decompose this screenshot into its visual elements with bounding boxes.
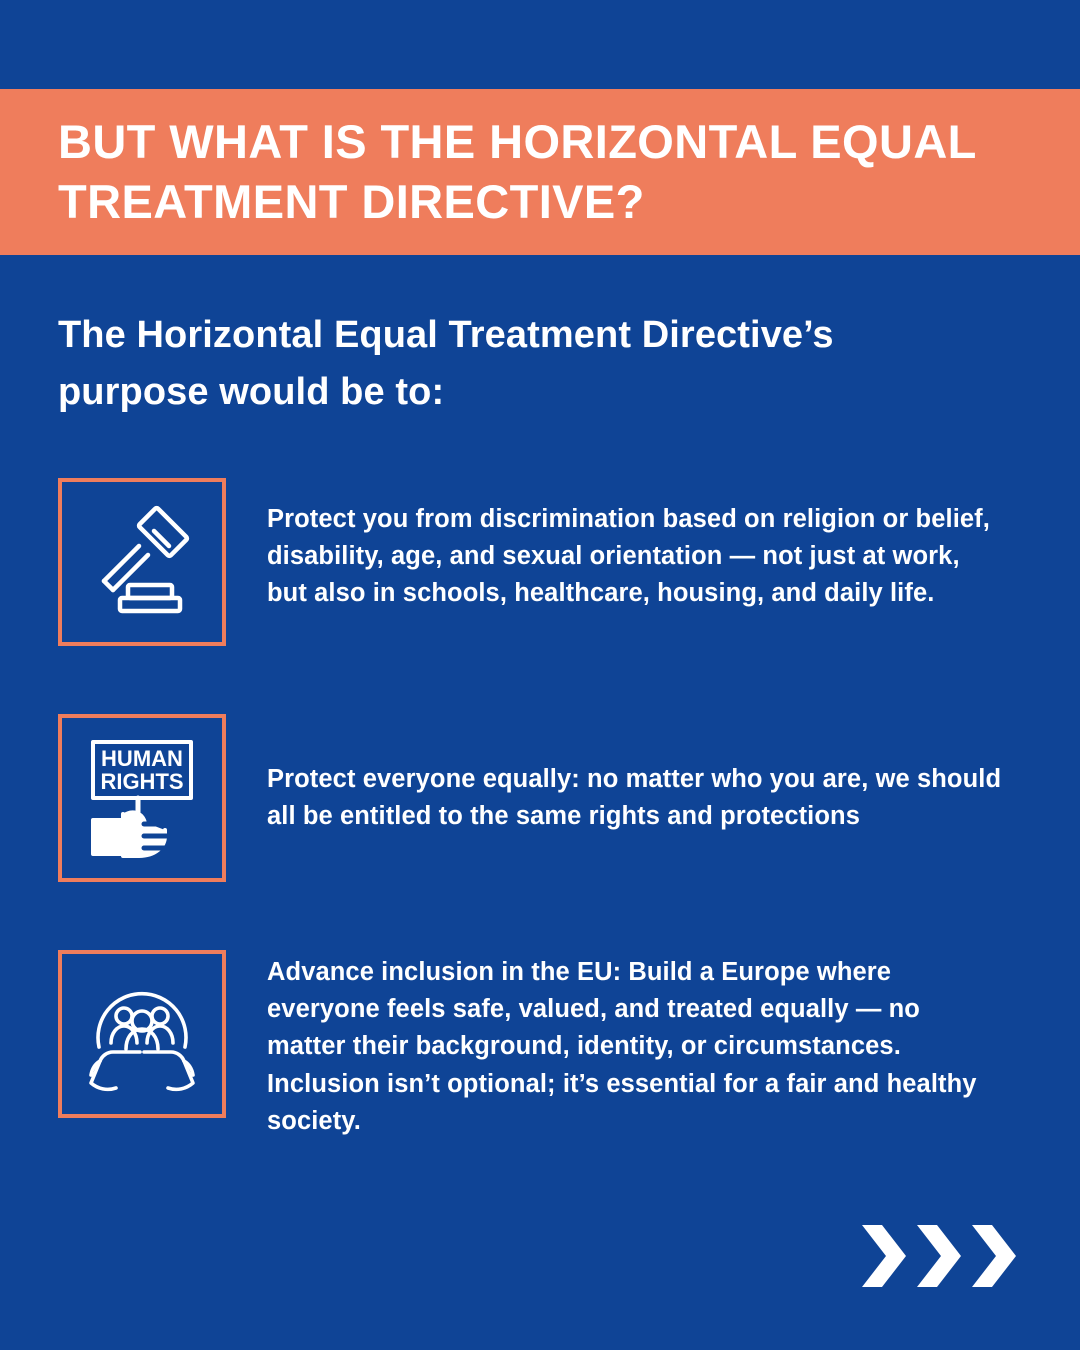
chevron-right-icon: [915, 1225, 963, 1287]
hands-holding-people-icon-frame: [58, 950, 226, 1118]
list-item-text: Advance inclusion in the EU: Build a Europe where everyone feels safe, valued, and treated equally — no matter their background, identity, or circumstances. Inclusion isn’t optional; it’s essential for a fair and healthy society.: [267, 958, 977, 1135]
header-banner: [0, 89, 1080, 255]
list-item-text: Protect you from discrimination based on religion or belief, disability, age, and sexual orientation — not just at work, but also in schools, healthcare, housing, and daily life.: [267, 505, 990, 608]
list-item: [0, 478, 1080, 646]
chevron-right-icon: [860, 1225, 908, 1287]
human-rights-sign-icon-frame: [58, 714, 226, 882]
purpose-list: [0, 478, 1080, 1140]
subtitle: The Horizontal Equal Treatment Directive’s purpose would be to:: [58, 314, 834, 413]
svg-text:HUMAN: HUMAN: [101, 746, 183, 771]
gavel-icon: [82, 502, 202, 622]
list-item-text: Protect everyone equally: no matter who you are, we should all be entitled to the same rights and protections: [267, 765, 1002, 831]
page-title: BUT WHAT IS THE HORIZONTAL EQUAL TREATMENT DIRECTIVE?: [58, 115, 976, 228]
chevron-right-icon: [970, 1225, 1018, 1287]
hands-holding-people-icon: [77, 969, 207, 1099]
gavel-icon-frame: [58, 478, 226, 646]
svg-text:RIGHTS: RIGHTS: [100, 769, 184, 794]
chevron-group: [860, 1225, 1018, 1287]
list-item: [0, 950, 1080, 1140]
list-item: [0, 714, 1080, 882]
human-rights-sign-icon: [76, 732, 208, 864]
